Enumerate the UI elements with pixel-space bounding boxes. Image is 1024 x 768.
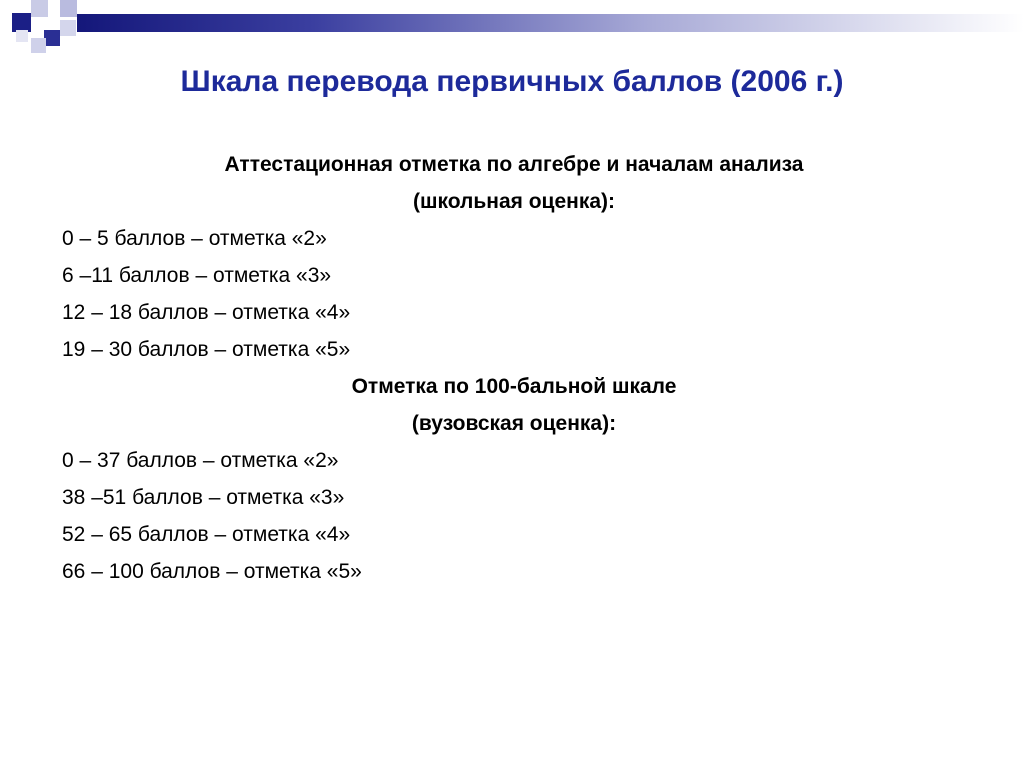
decor-square bbox=[16, 30, 28, 42]
university-scale-subheading: (вузовская оценка): bbox=[411, 412, 617, 435]
decor-square bbox=[31, 38, 46, 53]
slide-body bbox=[62, 146, 962, 590]
header-gradient-bar bbox=[77, 14, 1024, 32]
university-scale-item: 0 – 37 баллов – отметка «2» bbox=[62, 449, 339, 472]
university-scale-item: 52 – 65 баллов – отметка «4» bbox=[62, 523, 351, 546]
school-scale-heading: Аттестационная отметка по алгебре и началам анализа bbox=[224, 153, 804, 176]
school-scale-item: 12 – 18 баллов – отметка «4» bbox=[62, 301, 351, 324]
decor-square bbox=[60, 20, 76, 36]
slide-title: Шкала перевода первичных баллов (2006 г.) bbox=[180, 65, 844, 98]
school-scale-item: 19 – 30 баллов – отметка «5» bbox=[62, 338, 351, 361]
decor-square bbox=[44, 30, 60, 46]
school-scale-item: 0 – 5 баллов – отметка «2» bbox=[62, 227, 327, 250]
school-scale-subheading: (школьная оценка): bbox=[412, 190, 615, 213]
decor-square bbox=[60, 0, 77, 17]
decor-square bbox=[31, 0, 48, 17]
university-scale-item: 66 – 100 баллов – отметка «5» bbox=[62, 560, 362, 583]
university-scale-item: 38 –51 баллов – отметка «3» bbox=[62, 486, 345, 509]
school-scale-item: 6 –11 баллов – отметка «3» bbox=[62, 264, 332, 287]
university-scale-heading: Отметка по 100-бальной шкале bbox=[351, 375, 677, 398]
